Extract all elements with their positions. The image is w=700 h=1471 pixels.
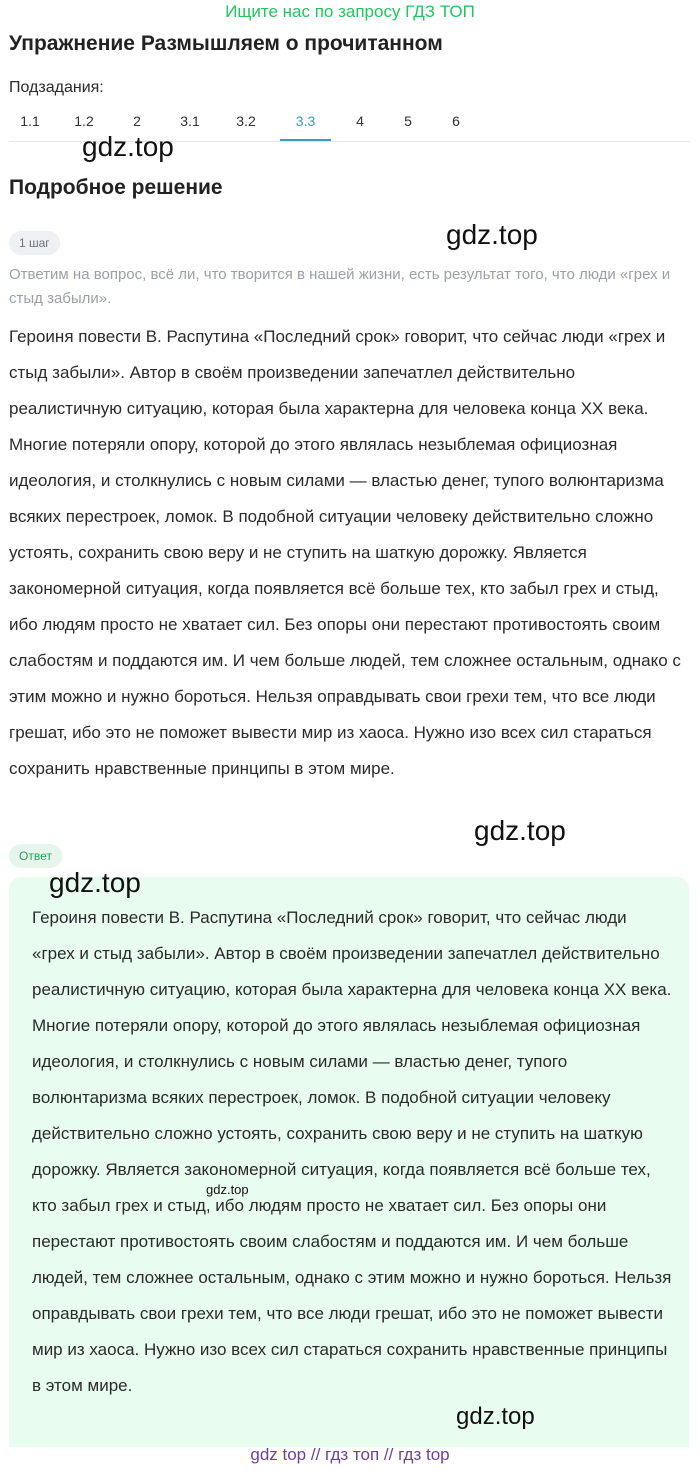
tab-3-2[interactable]: 3.2	[236, 113, 256, 129]
tab-4[interactable]: 4	[356, 113, 364, 129]
tab-5[interactable]: 5	[404, 113, 412, 129]
watermark: gdz.top	[446, 219, 538, 250]
footer-links	[0, 1445, 700, 1465]
tab-2[interactable]: 2	[133, 113, 141, 129]
tab-3-3[interactable]: 3.3	[280, 104, 331, 141]
subtasks-label: Подзадания:	[9, 79, 104, 96]
search-banner: Ищите нас по запросу ГДЗ ТОП	[225, 2, 475, 21]
footer-link-gdz-top-mixed[interactable]: гдз top	[398, 1445, 450, 1464]
section-title: Подробное решение	[9, 176, 223, 199]
footer-link-gdz-top-ru[interactable]: гдз топ	[325, 1445, 380, 1464]
answer-badge: Ответ	[9, 844, 62, 868]
footer-separator: //	[310, 1445, 321, 1464]
watermark: gdz.top	[206, 1182, 249, 1197]
solution-text: Героиня повести В. Распутина «Последний срок» говорит, что сейчас люди «грех и стыд забыли». Автор в своём произведении запечатлел действительно реалистичную ситуацию, которая была характерна для человека конца XX века. Многие потеряли опору, которой до этого являлась незыблемая официозная идеология, и столкнулись с новым силами — властью денег, тупого волюнтаризма всяких перестроек, ломок. В подобной ситуации человеку действительно сложно устоять, сохранить свою веру и не ступить на шаткую дорожку. Является закономерной ситуация, когда появляется всё больше тех, кто забыл грех и стыд, ибо людям просто не хватает сил. Без опоры они перестают противостоять своим слабостям и поддаются им. И чем больше людей, тем сложнее остальным, однако с этим можно и нужно бороться. Нельзя оправдывать свои грехи тем, что все люди грешат, ибо это не поможет вывести мир из хаоса. Нужно изо всех сил стараться сохранить нравственные принципы в этом мире.	[9, 327, 681, 778]
step-question: Ответим на вопрос, всё ли, что творится в нашей жизни, есть результат того, что люди «грех и стыд забыли».	[9, 266, 671, 307]
tab-3-1[interactable]: 3.1	[180, 113, 200, 129]
answer-text: Героиня повести В. Распутина «Последний срок» говорит, что сейчас люди «грех и стыд забыли». Автор в своём произведении запечатлел действительно реалистичную ситуацию, которая была характерна для человека конца XX века. Многие потеряли опору, которой до этого являлась незыблемая официозная идеология, и столкнулись с новым силами — властью денег, тупого волюнтаризма всяких перестроек, ломок. В подобной ситуации человеку действительно сложно устоять, сохранить свою веру и не ступить на шаткую дорожку. Является закономерной ситуация, когда появляется всё больше тех, кто забыл грех и стыд, ибо людям просто не хватает сил. Без опоры они перестают противостоять своим слабостям и поддаются им. И чем больше людей, тем сложнее остальным, однако с этим можно и нужно бороться. Нельзя оправдывать свои грехи тем, что все люди грешат, ибо это не поможет вывести мир из хаоса. Нужно изо всех сил стараться сохранить нравственные принципы в этом мире.	[32, 908, 672, 1395]
page-title: Упражнение Размышляем о прочитанном	[9, 32, 443, 55]
tab-1-1[interactable]: 1.1	[20, 113, 40, 129]
watermark: gdz.top	[456, 1403, 535, 1430]
watermark: gdz.top	[49, 867, 141, 898]
tab-1-2[interactable]: 1.2	[74, 113, 94, 129]
step-badge: 1 шаг	[9, 231, 60, 255]
watermark: gdz.top	[82, 131, 174, 162]
watermark: gdz.top	[474, 815, 566, 846]
footer-link-gdz-top[interactable]: gdz top	[250, 1445, 307, 1464]
footer-separator: //	[383, 1445, 394, 1464]
tab-6[interactable]: 6	[452, 113, 460, 129]
